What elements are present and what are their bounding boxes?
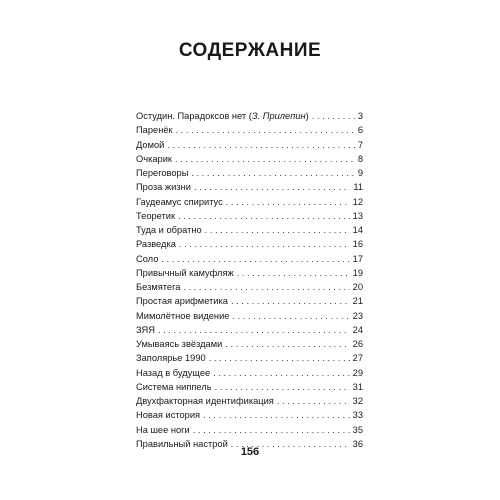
toc-entry-3 — [136, 152, 363, 166]
toc-page-number: 13 — [352, 210, 363, 221]
dot-leader — [161, 252, 349, 266]
dot-leader — [179, 237, 350, 251]
dot-leader — [237, 266, 350, 280]
dot-leader — [226, 195, 350, 209]
toc-page-number: 26 — [352, 339, 363, 349]
toc-entry-title: Очкарик — [136, 153, 172, 164]
toc-page-number: 19 — [352, 267, 363, 278]
toc-entry-21 — [136, 408, 363, 422]
dot-leader — [215, 380, 350, 394]
toc-entry-title: Переговоры — [136, 168, 189, 178]
toc-page-number: 7 — [357, 139, 363, 150]
toc-page-number: 8 — [357, 153, 363, 164]
toc-page-number: 32 — [352, 396, 363, 406]
toc-entry-title: ЗЯЯ — [136, 324, 155, 335]
toc-entry-title: Гаудеамус спиритус — [136, 196, 223, 207]
toc-page-number: 35 — [352, 424, 363, 435]
toc-entry-15 — [136, 323, 363, 337]
toc-entry-title: Домой — [136, 139, 165, 150]
page-number: 156 — [240, 446, 260, 458]
toc-entry-title-text: Остудин. Парадоксов нет ( — [136, 111, 252, 121]
toc-page-number: 31 — [352, 381, 363, 392]
dot-leader — [175, 152, 355, 166]
dot-leader — [205, 223, 350, 237]
toc-entry-6 — [136, 195, 363, 209]
dot-leader — [167, 138, 355, 152]
toc-entry-title: Заполярье 1990 — [136, 353, 206, 364]
dot-leader — [178, 209, 350, 223]
toc-entry-9 — [136, 237, 363, 251]
toc-entry-4 — [136, 166, 363, 180]
toc-entry-10 — [136, 252, 363, 266]
toc-entry-17 — [136, 351, 363, 365]
toc-entry-title: Новая история — [136, 410, 201, 421]
toc-entry-18 — [136, 366, 363, 380]
dot-leader — [183, 280, 349, 294]
toc-entry-19 — [136, 380, 363, 394]
toc-entry-14 — [136, 309, 363, 323]
toc-page-number: 3 — [357, 111, 363, 121]
toc-page-number: 24 — [352, 324, 363, 335]
dot-leader — [232, 309, 349, 323]
table-of-contents — [136, 109, 363, 451]
toc-entry-title: Паренёк — [136, 125, 173, 136]
toc-entry-title: Простая арифметика — [136, 296, 228, 307]
dot-leader — [203, 408, 350, 422]
toc-page-number: 20 — [352, 282, 363, 292]
toc-entry-title: Мимолётное видение — [136, 310, 230, 321]
dot-leader — [225, 337, 349, 351]
toc-page-number: 21 — [352, 296, 363, 307]
dot-leader — [193, 423, 350, 437]
toc-page-number: 12 — [352, 196, 363, 207]
toc-entry-0 — [136, 109, 363, 123]
toc-entry-13 — [136, 294, 363, 308]
toc-entry-title: Туда и обратно — [136, 225, 202, 235]
toc-entry-title: Привычный камуфляж — [136, 267, 234, 278]
dot-leader — [191, 166, 354, 180]
dot-leader — [209, 351, 350, 365]
dot-leader — [312, 109, 355, 123]
toc-entry-title: Двухфакторная идентификация — [136, 396, 274, 406]
toc-entry-title: Соло — [136, 253, 159, 264]
toc-entry-title: Правильный настрой — [136, 438, 228, 449]
toc-page-number: 9 — [357, 168, 363, 178]
toc-entry-title: Система ниппель — [136, 381, 212, 392]
toc-entry-title: Разведка — [136, 239, 176, 250]
toc-entry-8 — [136, 223, 363, 237]
toc-entry-title: Безмятега — [136, 282, 181, 292]
toc-page-number: 6 — [357, 125, 363, 136]
toc-page-number: 17 — [352, 253, 363, 264]
toc-page-number: 16 — [352, 239, 363, 250]
dot-leader — [213, 366, 349, 380]
toc-entry-title: Назад в будущее — [136, 367, 211, 378]
toc-entry-5 — [136, 180, 363, 194]
toc-entry-11 — [136, 266, 363, 280]
toc-entry-title: Проза жизни — [136, 182, 191, 193]
toc-page-number: 29 — [352, 367, 363, 378]
toc-page-number: 36 — [352, 438, 363, 449]
toc-entry-title: Умываясь звёздами — [136, 339, 223, 349]
dot-leader — [194, 180, 350, 194]
toc-entry-22 — [136, 423, 363, 437]
toc-entry-1 — [136, 123, 363, 137]
toc-entry-12 — [136, 280, 363, 294]
toc-page-number: 11 — [353, 182, 363, 193]
toc-page-number: 23 — [352, 310, 363, 321]
toc-entry-title — [136, 109, 309, 123]
toc-page-number: 33 — [352, 410, 363, 421]
toc-entry-title: На шее ноги — [136, 424, 190, 435]
dot-leader — [158, 323, 350, 337]
toc-entry-author: З. Прилепин — [251, 111, 306, 121]
toc-page-number: 27 — [352, 353, 363, 364]
dot-leader — [231, 294, 350, 308]
toc-entry-title: Теоретик — [136, 210, 176, 221]
dot-leader — [277, 394, 350, 408]
page-title: СОДЕРЖАНИЕ — [178, 40, 322, 61]
dot-leader — [176, 123, 355, 137]
toc-entry-2 — [136, 138, 363, 152]
toc-entry-7 — [136, 209, 363, 223]
toc-page-number: 14 — [352, 225, 363, 235]
toc-entry-20 — [136, 394, 363, 408]
toc-entry-16 — [136, 337, 363, 351]
toc-entry-title-suffix: ) — [305, 111, 309, 121]
